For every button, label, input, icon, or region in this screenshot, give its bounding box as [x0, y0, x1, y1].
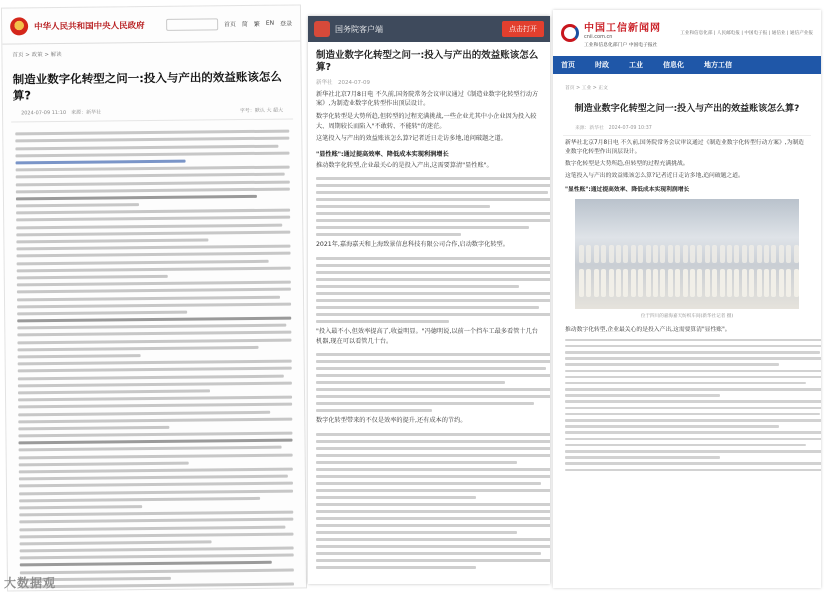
mid-text-block [308, 433, 550, 569]
spindle-shape [779, 245, 784, 263]
text-line [17, 275, 168, 280]
text-line [316, 313, 550, 316]
text-line [565, 345, 821, 348]
spindle-shape [623, 245, 628, 263]
spindle-shape [786, 269, 791, 297]
mid-paragraph: 新华社北京7月8日电 不久前,国务院常务会议审议通过《制造业数字化转型行动方案》,为制造业数字化转型作出顶层设计。 [316, 90, 539, 108]
mid-paragraph: 这笔投入与产出的效益账该怎么算?记者近日走访多地,追问破题之道。 [316, 135, 507, 143]
text-line [18, 381, 292, 387]
text-line [316, 545, 550, 548]
app-brand: 国务院客户端 [335, 24, 383, 34]
spindle-shape [734, 269, 739, 297]
text-line [19, 525, 285, 531]
text-line [316, 468, 550, 471]
text-line [316, 402, 534, 405]
text-line [18, 426, 169, 431]
text-line [316, 212, 550, 215]
spindle-shape [586, 245, 591, 263]
text-line [19, 461, 189, 466]
text-line [316, 517, 550, 520]
spindle-shape [594, 269, 599, 297]
spindle-shape [579, 269, 584, 297]
text-line [17, 311, 187, 316]
text-line [18, 439, 292, 445]
cnii-tagline: 工业和信息化部门户 中国电子报社 [584, 42, 658, 48]
text-line [565, 456, 720, 459]
spindle-shape [638, 269, 643, 297]
text-line [17, 252, 291, 258]
spindle-shape [675, 269, 680, 297]
text-line [316, 278, 550, 281]
spindle-shape [631, 245, 636, 263]
cnii-paragraph: 新华社北京7月8日电 不久前,国务院常务会议审议通过《制造业数字化转型行动方案》,为制造业数字化转型作出顶层设计。 [565, 140, 804, 156]
text-line [565, 450, 821, 453]
nav-item-home[interactable]: 首页 [561, 61, 575, 69]
cnii-header [553, 10, 821, 56]
cnii-article-screenshot [553, 10, 821, 588]
gov-article-screenshot [1, 4, 307, 591]
text-line [316, 306, 539, 309]
text-line [316, 510, 550, 513]
spindle-shape [742, 269, 747, 297]
text-line [316, 367, 546, 370]
text-line [18, 389, 210, 394]
cnii-breadcrumb: 首页 > 工业 > 正文 [565, 86, 608, 91]
mid-subheading: "显性账":通过提高效率、降低成本实现利润增长 [316, 150, 449, 158]
nav-item-informatization[interactable]: 信息化 [663, 61, 684, 69]
text-line [316, 219, 550, 222]
text-line [15, 151, 289, 157]
mid-article-title: 制造业数字化转型之问一:投入与产出的效益账该怎么算? [316, 50, 539, 74]
spindle-shape [779, 269, 784, 297]
spindle-shape [786, 245, 791, 263]
cnii-nav [553, 56, 821, 74]
text-line [16, 187, 290, 193]
spindle-shape [683, 269, 688, 297]
text-line [19, 453, 293, 459]
spindle-shape [749, 269, 754, 297]
spindle-shape [668, 245, 673, 263]
text-line [565, 357, 821, 360]
text-line [19, 489, 293, 495]
text-line [565, 400, 821, 403]
text-line [18, 432, 292, 438]
nav-item-industry[interactable]: 工业 [629, 61, 643, 69]
text-line [316, 184, 550, 187]
spindle-shape [660, 269, 665, 297]
text-line [18, 374, 284, 380]
text-line [316, 198, 550, 201]
cnii-paragraph: 数字化转型是大势所趋,但转型的过程充满挑战。 [565, 161, 689, 168]
cnii-logo-icon [561, 24, 579, 42]
text-line [18, 410, 270, 416]
text-line [16, 223, 282, 229]
text-line [316, 475, 550, 478]
gov-nav-traditional[interactable]: 繁 [253, 20, 260, 28]
text-line [565, 394, 720, 397]
text-line [18, 417, 292, 423]
gov-nav-english[interactable]: EN [265, 19, 275, 27]
spindle-shape [771, 245, 776, 263]
spindle-shape [697, 269, 702, 297]
text-line [316, 538, 550, 541]
text-line [16, 166, 290, 172]
nav-item-politics[interactable]: 时政 [595, 61, 609, 69]
text-line [20, 554, 294, 560]
text-line [19, 482, 293, 488]
text-line [565, 363, 779, 366]
text-line [565, 351, 820, 354]
text-line [316, 388, 550, 391]
spindle-shape [705, 269, 710, 297]
app-logo-icon [314, 21, 330, 37]
breadcrumb: 首页 > 政策 > 解读 [12, 51, 62, 59]
gov-header [2, 5, 300, 44]
spindle-shape [601, 245, 606, 263]
spindle-shape [794, 245, 799, 263]
spindle-shape [675, 245, 680, 263]
spindle-shape [616, 245, 621, 263]
text-line [316, 285, 519, 288]
text-line [19, 468, 293, 474]
text-line [316, 233, 461, 236]
spindle-shape [712, 269, 717, 297]
text-line [316, 271, 550, 274]
page-title: 制造业数字化转型之问一:投入与产出的效益账该怎么算? [12, 69, 282, 102]
mid-paragraph: 2021年,嘉海嘉天和上海致景信息科技有限公司合作,启动数字化转型。 [316, 241, 509, 249]
spindle-shape [727, 245, 732, 263]
text-line [17, 288, 291, 294]
text-line [565, 339, 821, 342]
spindle-shape [601, 269, 606, 297]
text-line [20, 568, 294, 574]
text-line [15, 130, 289, 136]
spindle-shape [690, 269, 695, 297]
text-line [17, 302, 291, 308]
text-line [316, 299, 550, 302]
spindle-shape [683, 245, 688, 263]
text-line [20, 590, 294, 592]
spindle-shape [742, 245, 747, 263]
text-line [565, 413, 820, 416]
spindle-shape [764, 269, 769, 297]
spindle-shape [757, 245, 762, 263]
text-line [316, 226, 529, 229]
gov-search-input[interactable] [166, 18, 218, 31]
text-line [316, 503, 550, 506]
spindle-shape [660, 245, 665, 263]
cnii-name: 中国工信新闻网 [584, 22, 661, 34]
spindle-shape [705, 245, 710, 263]
cnii-paragraph: 这笔投入与产出的效益账该怎么算?记者近日走访多地,追问破题之道。 [565, 173, 744, 179]
text-line [316, 257, 550, 260]
cnii-paragraph: 推动数字化转型,企业最关心的是投入产出,这需要算清"显性账"。 [565, 326, 731, 333]
spindle-shape [749, 245, 754, 263]
text-line [16, 160, 186, 165]
photo-caption: 位于四川的嘉海嘉天纺织车间(新华社记者 摄) [640, 313, 734, 319]
text-line [316, 177, 550, 180]
text-line [565, 382, 806, 385]
spindle-shape [653, 245, 658, 263]
national-emblem-icon [10, 17, 28, 35]
text-line [316, 409, 432, 412]
nav-item-local[interactable]: 地方工信 [704, 61, 732, 69]
text-line [565, 388, 821, 391]
text-line [565, 444, 806, 447]
text-line [316, 360, 550, 363]
cnii-text-block [553, 339, 821, 472]
text-line [565, 462, 821, 465]
spindle-shape [646, 245, 651, 263]
text-line [316, 566, 476, 569]
cnii-brand [584, 19, 661, 48]
cnii-subheading: "显性账":通过提高效率、降低成本实现利润增长 [565, 186, 690, 193]
spindle-shape [631, 269, 636, 297]
text-line [16, 203, 139, 207]
text-line [316, 496, 476, 499]
spindle-shape [727, 269, 732, 297]
app-banner [308, 16, 550, 42]
text-line [20, 583, 294, 589]
text-line [17, 281, 291, 287]
text-line [20, 561, 272, 567]
spindle-shape [609, 269, 614, 297]
text-line [18, 354, 141, 358]
article-body [3, 119, 307, 591]
text-line [565, 376, 821, 379]
mid-paragraph: 推动数字化转型,企业最关心的是投入产出,这需要算清"显性账"。 [316, 161, 493, 169]
text-line [17, 331, 291, 337]
text-line [19, 497, 260, 503]
text-line [18, 360, 292, 366]
mid-text-block [308, 353, 550, 412]
spindle-shape [712, 245, 717, 263]
spindle-shape [720, 269, 725, 297]
text-line [316, 320, 449, 323]
text-line [316, 531, 517, 534]
text-line [316, 205, 490, 208]
text-line [316, 524, 550, 527]
spindle-shape [609, 245, 614, 263]
spindle-shape [697, 245, 702, 263]
spindle-shape [734, 245, 739, 263]
text-line [316, 433, 550, 436]
gov-nav [166, 17, 292, 30]
text-line [316, 482, 541, 485]
mid-paragraph: 数字化转型是大势所趋,但转型的过程充满挑战,一些企业尤其中小企业因为投入较大、周期较长而陷入"不敢转、不能转"的迷茫。 [316, 112, 537, 130]
text-line [565, 419, 821, 422]
spindle-shape [616, 269, 621, 297]
cnii-top-links[interactable]: 工业和信息化部 | 人民邮电报 | 中国电子报 | 通信业 | 通信产业报 [680, 31, 813, 36]
source-watermark: 大数据观 [4, 576, 57, 590]
text-line [16, 180, 290, 186]
text-line [316, 264, 550, 267]
text-line [16, 245, 290, 251]
text-line [16, 209, 290, 215]
text-line [16, 230, 290, 236]
text-line [19, 532, 293, 538]
mid-paragraph: 数字化转型带来的不仅是效率的提升,还有成本的节约。 [316, 417, 467, 425]
factory-photo [575, 199, 799, 309]
text-line [15, 144, 278, 150]
text-line [19, 511, 293, 517]
text-line [316, 292, 550, 295]
spindle-shape [653, 269, 658, 297]
text-line [18, 367, 292, 373]
cnii-url: cnii.com.cn [584, 33, 613, 40]
text-line [316, 395, 550, 398]
text-line [20, 547, 294, 553]
text-line [20, 540, 212, 545]
gov-nav-home[interactable]: 首页 [223, 21, 236, 29]
text-line [15, 137, 289, 143]
spindle-shape [764, 245, 769, 263]
text-line [16, 238, 208, 243]
text-line [16, 216, 290, 222]
text-line [316, 374, 550, 377]
text-line [18, 403, 292, 409]
text-line [316, 353, 550, 356]
gov-nav-login[interactable]: 登录 [280, 20, 293, 28]
spindle-shape [757, 269, 762, 297]
text-line [316, 454, 550, 457]
text-line [17, 295, 280, 301]
text-line [316, 447, 550, 450]
text-line [16, 195, 257, 201]
mid-text-block [308, 257, 550, 323]
spindle-shape [690, 245, 695, 263]
mid-article-meta: 新华社 2024-07-09 [316, 79, 370, 86]
mid-text-block [308, 177, 550, 236]
text-line [16, 173, 285, 179]
spindle-shape [794, 269, 799, 297]
spindle-shape [586, 269, 591, 297]
text-line [565, 438, 821, 441]
text-line [19, 505, 142, 509]
spindle-shape [623, 269, 628, 297]
text-line [316, 559, 550, 562]
spindle-shape [668, 269, 673, 297]
text-line [19, 446, 282, 452]
gov-site-title: 中华人民共和国中央人民政府 [34, 20, 145, 32]
text-line [17, 317, 291, 323]
spindle-shape [638, 245, 643, 263]
spindle-shape [594, 245, 599, 263]
gov-nav-simplified[interactable]: 简 [241, 21, 248, 29]
text-line [565, 370, 821, 373]
text-line [316, 191, 548, 194]
text-line [316, 381, 505, 384]
text-line [19, 475, 288, 481]
mid-paragraph: "投入最不小,但效率提高了,收益明显。"冯德明说,以前一个挡车工最多看管十几台机器,现在可以看管几十台。 [316, 327, 538, 345]
text-line [316, 440, 550, 443]
text-line [18, 396, 292, 402]
text-line [316, 489, 550, 492]
open-app-button[interactable]: 点击打开 [502, 21, 544, 37]
text-line [17, 259, 269, 265]
cnii-article-meta: 来源：新华社 2024-07-09 10:37 [563, 122, 811, 136]
text-line [565, 407, 821, 410]
text-line [17, 338, 291, 344]
text-line [316, 461, 517, 464]
text-line [18, 346, 259, 352]
article-date-source: 2024-07-09 11:10 来源：新华社 [21, 109, 102, 117]
text-line [17, 266, 291, 272]
font-size-control[interactable]: 字号：默认 大 超大 [239, 107, 284, 115]
text-line [19, 518, 293, 524]
spindle-shape [720, 245, 725, 263]
text-line [565, 425, 779, 428]
text-line [565, 469, 821, 472]
spindle-shape [771, 269, 776, 297]
text-line [565, 431, 821, 434]
text-line [316, 552, 541, 555]
text-line [17, 324, 286, 330]
state-council-app-screenshot [308, 16, 550, 584]
cnii-article-title: 制造业数字化转型之问一:投入与产出的效益账该怎么算? [574, 104, 800, 114]
spindle-shape [646, 269, 651, 297]
spindle-shape [579, 245, 584, 263]
